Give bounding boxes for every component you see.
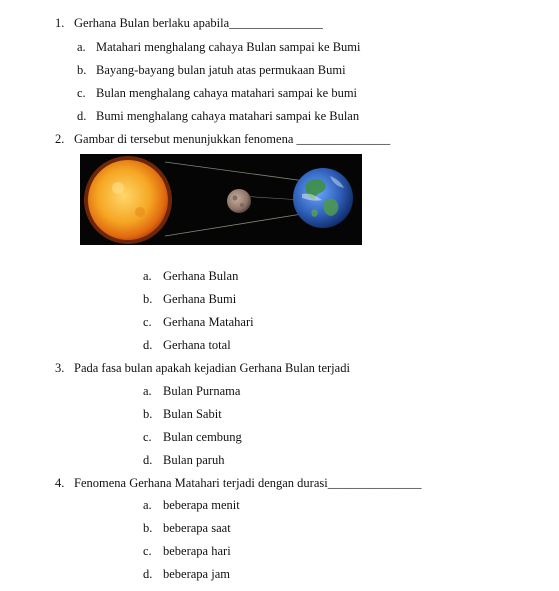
option-text: Bulan menghalang cahaya matahari sampai ke bumi [96,86,358,100]
option-text: beberapa saat [163,521,231,535]
question-number: 3. [55,361,65,375]
eclipse-figure [80,154,362,245]
moon-icon [227,189,251,213]
option-letter: a. [143,269,152,283]
option-letter: b. [143,407,153,421]
option-text: beberapa hari [163,544,231,558]
option-text: Gerhana Bumi [163,292,237,306]
question-number: 4. [55,476,65,490]
option-text: beberapa jam [163,567,230,581]
eclipse-illustration [80,154,362,245]
question-number: 1. [55,16,65,30]
option-text: Matahari menghalang cahaya Bulan sampai ke Bumi [96,40,361,54]
option-letter: d. [143,567,153,581]
option-text: Bumi menghalang cahaya matahari sampai ke Bulan [96,109,360,123]
option-letter: b. [77,63,87,77]
option-letter: b. [143,292,153,306]
sun-icon [84,156,172,244]
option-letter: d. [77,109,87,123]
option-text: Bulan paruh [163,453,225,467]
option-letter: b. [143,521,153,535]
option-letter: c. [77,86,86,100]
earth-icon [293,168,353,228]
option-text: beberapa menit [163,498,240,512]
option-letter: c. [143,544,152,558]
option-letter: d. [143,453,153,467]
option-letter: a. [143,384,152,398]
option-letter: c. [143,315,152,329]
option-letter: a. [143,498,152,512]
option-text: Bulan cembung [163,430,242,444]
question-text: Gerhana Bulan berlaku apabila_______________ [74,16,323,30]
question-number: 2. [55,132,65,146]
option-letter: c. [143,430,152,444]
option-letter: a. [77,40,86,54]
option-text: Gerhana Bulan [163,269,239,283]
question-text: Fenomena Gerhana Matahari terjadi dengan durasi_______________ [74,476,422,490]
option-text: Bulan Sabit [163,407,222,421]
option-text: Gerhana Matahari [163,315,254,329]
question-text: Gambar di tersebut menunjukkan fenomena _______________ [74,132,391,146]
option-text: Bulan Purnama [163,384,241,398]
option-text: Gerhana total [163,338,231,352]
option-letter: d. [143,338,153,352]
option-text: Bayang-bayang bulan jatuh atas permukaan Bumi [96,63,346,77]
question-text: Pada fasa bulan apakah kejadian Gerhana Bulan terjadi [74,361,350,375]
